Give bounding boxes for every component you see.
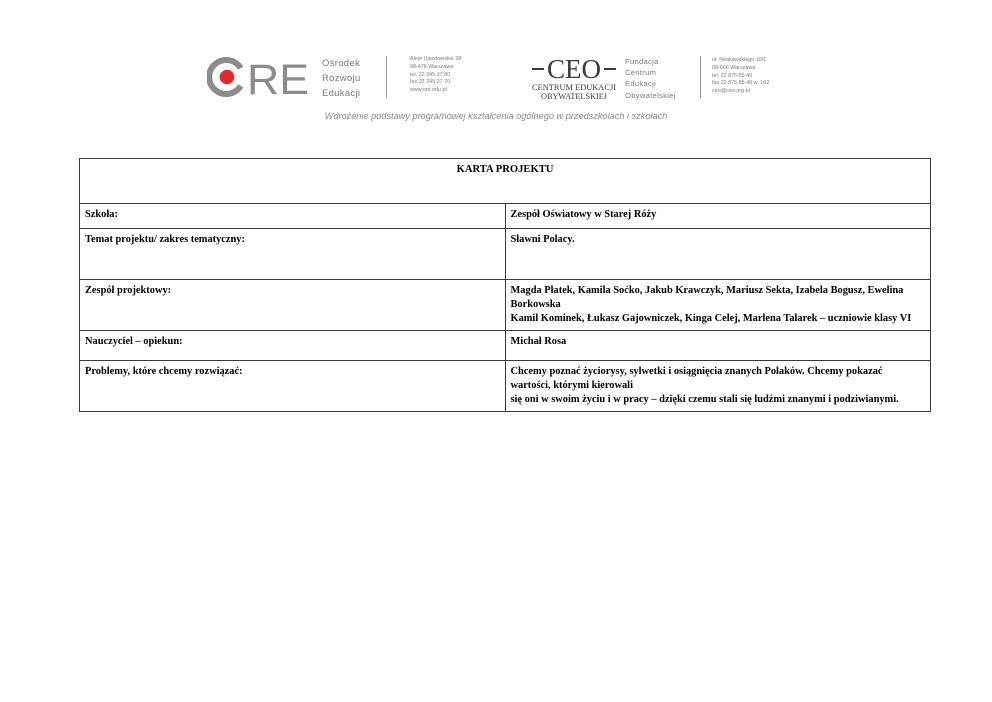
ore-address: Aleje Ujazdowskie 28 00-478 Warszawa tel. 22 345 37 00 fax 22 345 37 70 www.ore.edu.pl bbox=[410, 56, 462, 94]
ore-logo-text: RE bbox=[247, 56, 309, 100]
teacher-label: Nauczyciel – opiekun: bbox=[80, 331, 506, 361]
problems-label: Problemy, które chcemy rozwiązać: bbox=[80, 361, 506, 412]
table-row bbox=[80, 331, 931, 361]
project-card-title: KARTA PROJEKTU bbox=[80, 159, 931, 204]
ore-logo bbox=[207, 54, 312, 100]
topic-value: Sławni Polacy. bbox=[505, 229, 931, 280]
project-team-value: Magda Płatek, Kamila Soćko, Jakub Krawczyk, Mariusz Sekta, Izabela Bogusz, Ewelina Borkowska Kamil Kominek, Łukasz Gajowniczek, Kinga Celej, Marlena Talarek – uczniowie klasy VI bbox=[505, 280, 931, 331]
table-row bbox=[80, 204, 931, 229]
topic-label: Temat projektu/ zakres tematyczny: bbox=[80, 229, 506, 280]
ceo-name: Fundacja Centrum Edukacji Obywatelskiej bbox=[625, 57, 676, 100]
ceo-logo bbox=[530, 55, 618, 101]
table-row bbox=[80, 229, 931, 280]
project-team-label: Zespół projektowy: bbox=[80, 280, 506, 331]
project-card-table bbox=[79, 158, 931, 412]
ceo-divider bbox=[700, 56, 701, 98]
ore-divider bbox=[386, 56, 387, 98]
table-row bbox=[80, 361, 931, 412]
program-tagline: Wdrożenie podstawy programowej kształcenia ogólnego w przedszkolach i szkołach bbox=[324, 111, 668, 121]
letterhead bbox=[0, 0, 992, 140]
ceo-logo-subtitle-2: OBYWATELSKIEJ bbox=[541, 92, 607, 101]
ceo-logo-subtitle-1: CENTRUM EDUKACJI bbox=[532, 83, 617, 92]
problems-value: Chcemy poznać życiorysy, sylwetki i osiągnięcia znanych Polaków. Chcemy pokazać wartości, którymi kierowali się oni w swoim życiu i w pracy – dzięki czemu stali się ludźmi znanymi i podziwianymi. bbox=[505, 361, 931, 412]
project-card-title-row bbox=[80, 159, 931, 204]
school-label: Szkoła: bbox=[80, 204, 506, 229]
ore-logo-dot bbox=[220, 70, 235, 85]
ceo-logo-text: CEO bbox=[547, 55, 601, 84]
ceo-address: ul. Noakowskiego 10/1 00-666 Warszawa tel. 22 875 85 40 fax 22 875 85 40 w. 102 ceo@ceo.org.pl bbox=[712, 57, 770, 95]
table-row bbox=[80, 280, 931, 331]
school-value: Zespół Oświatowy w Starej Róży bbox=[505, 204, 931, 229]
ore-name: Ośrodek Rozwoju Edukacji bbox=[322, 58, 361, 99]
teacher-value: Michał Rosa bbox=[505, 331, 931, 361]
